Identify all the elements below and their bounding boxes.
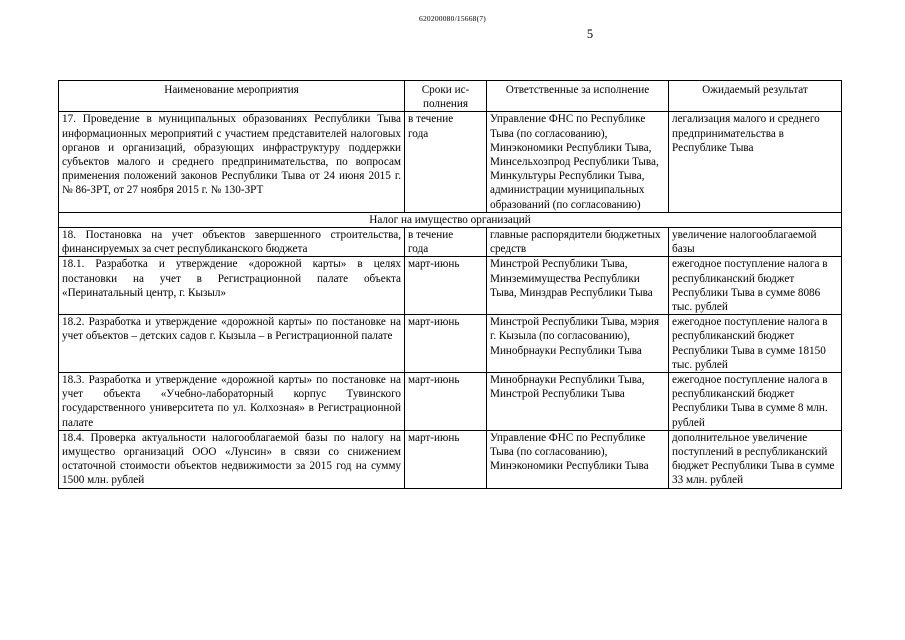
cell-term: март-июнь bbox=[405, 257, 487, 315]
column-header-result: Ожидаемый результат bbox=[669, 81, 842, 112]
cell-result: ежегодное поступление налога в республиканский бюджет Республики Тыва в сумме 8086 тыс. рублей bbox=[669, 257, 842, 315]
table-row bbox=[59, 315, 842, 373]
cell-term: в течение года bbox=[405, 112, 487, 212]
cell-responsible: Минстрой Республики Тыва, Минземимущества Республики Тыва, Минздрав Республики Тыва bbox=[487, 257, 669, 315]
table-row bbox=[59, 112, 842, 212]
cell-term: март-июнь bbox=[405, 315, 487, 373]
document-id: 620200080/15668(7) bbox=[419, 14, 486, 23]
section-title: Налог на имущество организаций bbox=[59, 212, 842, 227]
cell-measure: 18.2. Разработка и утверждение «дорожной карты» по постановке на учет объектов – детских садов г. Кызыла – в Регистрационной палате bbox=[59, 315, 405, 373]
column-header-term: Сроки ис- полнения bbox=[405, 81, 487, 112]
cell-responsible: Управление ФНС по Республике Тыва (по согласованию), Минэкономики Республики Тыва bbox=[487, 430, 669, 488]
cell-result: легализация малого и среднего предпринимательства в Республике Тыва bbox=[669, 112, 842, 212]
cell-measure: 18.1. Разработка и утверждение «дорожной карты» в целях постановки на учет в Регистрационной палате объекта «Перинатальный центр, г. Кызыл» bbox=[59, 257, 405, 315]
cell-result: ежегодное поступление налога в республиканский бюджет Республики Тыва в сумме 18150 тыс. рублей bbox=[669, 315, 842, 373]
table-row bbox=[59, 228, 842, 257]
column-header-name: Наименование мероприятия bbox=[59, 81, 405, 112]
cell-measure: 18.4. Проверка актуальности налогооблагаемой базы по налогу на имущество организаций ООО «Лунсин» в связи со снижением остаточной стоимости объектов недвижимости за 2015 год на сумму 1500 млн. рублей bbox=[59, 430, 405, 488]
cell-responsible: главные распорядители бюджетных средств bbox=[487, 228, 669, 257]
cell-term: март-июнь bbox=[405, 430, 487, 488]
cell-term: в течение года bbox=[405, 228, 487, 257]
cell-responsible: Минстрой Республики Тыва, мэрия г. Кызыла (по согласованию), Минобрнауки Республики Тыва bbox=[487, 315, 669, 373]
cell-responsible: Управление ФНС по Республике Тыва (по согласованию), Минэкономики Республики Тыва, Минсельхозпрод Республики Тыва, Минкультуры Республики Тыва, администрации муниципальных образований (по согласованию) bbox=[487, 112, 669, 212]
cell-measure: 18. Постановка на учет объектов завершенного строительства, финансируемых за счет республиканского бюджета bbox=[59, 228, 405, 257]
cell-measure: 18.3. Разработка и утверждение «дорожной карты» по постановке на учет объекта «Учебно-лабораторный корпус Тувинского государственного университета по ул. Колхозная» в Регистрационной палате bbox=[59, 373, 405, 431]
cell-result: дополнительное увеличение поступлений в республиканский бюджет Республики Тыва в сумме 33 млн. рублей bbox=[669, 430, 842, 488]
page-number: 5 bbox=[586, 27, 594, 41]
table-row bbox=[59, 257, 842, 315]
cell-measure: 17. Проведение в муниципальных образованиях Республики Тыва информационных мероприятий с участием представителей налоговых органов и организаций, образующих инфраструктуру поддержки субъектов малого и среднего предпринимательства, по вопросам применения положений законов Республики Тыва от 24 июня 2015 г. № 86-ЗРТ, от 27 ноября 2015 г. № 130-ЗРТ bbox=[59, 112, 405, 212]
column-header-responsible: Ответственные за исполнение bbox=[487, 81, 669, 112]
measures-table bbox=[58, 80, 842, 489]
table-row bbox=[59, 430, 842, 488]
cell-result: ежегодное поступление налога в республиканский бюджет Республики Тыва в сумме 8 млн. рублей bbox=[669, 373, 842, 431]
cell-result: увеличение налогооблагаемой базы bbox=[669, 228, 842, 257]
cell-responsible: Минобрнауки Республики Тыва, Минстрой Республики Тыва bbox=[487, 373, 669, 431]
table-row bbox=[59, 373, 842, 431]
table-header-row bbox=[59, 81, 842, 112]
section-row bbox=[59, 212, 842, 227]
cell-term: март-июнь bbox=[405, 373, 487, 431]
